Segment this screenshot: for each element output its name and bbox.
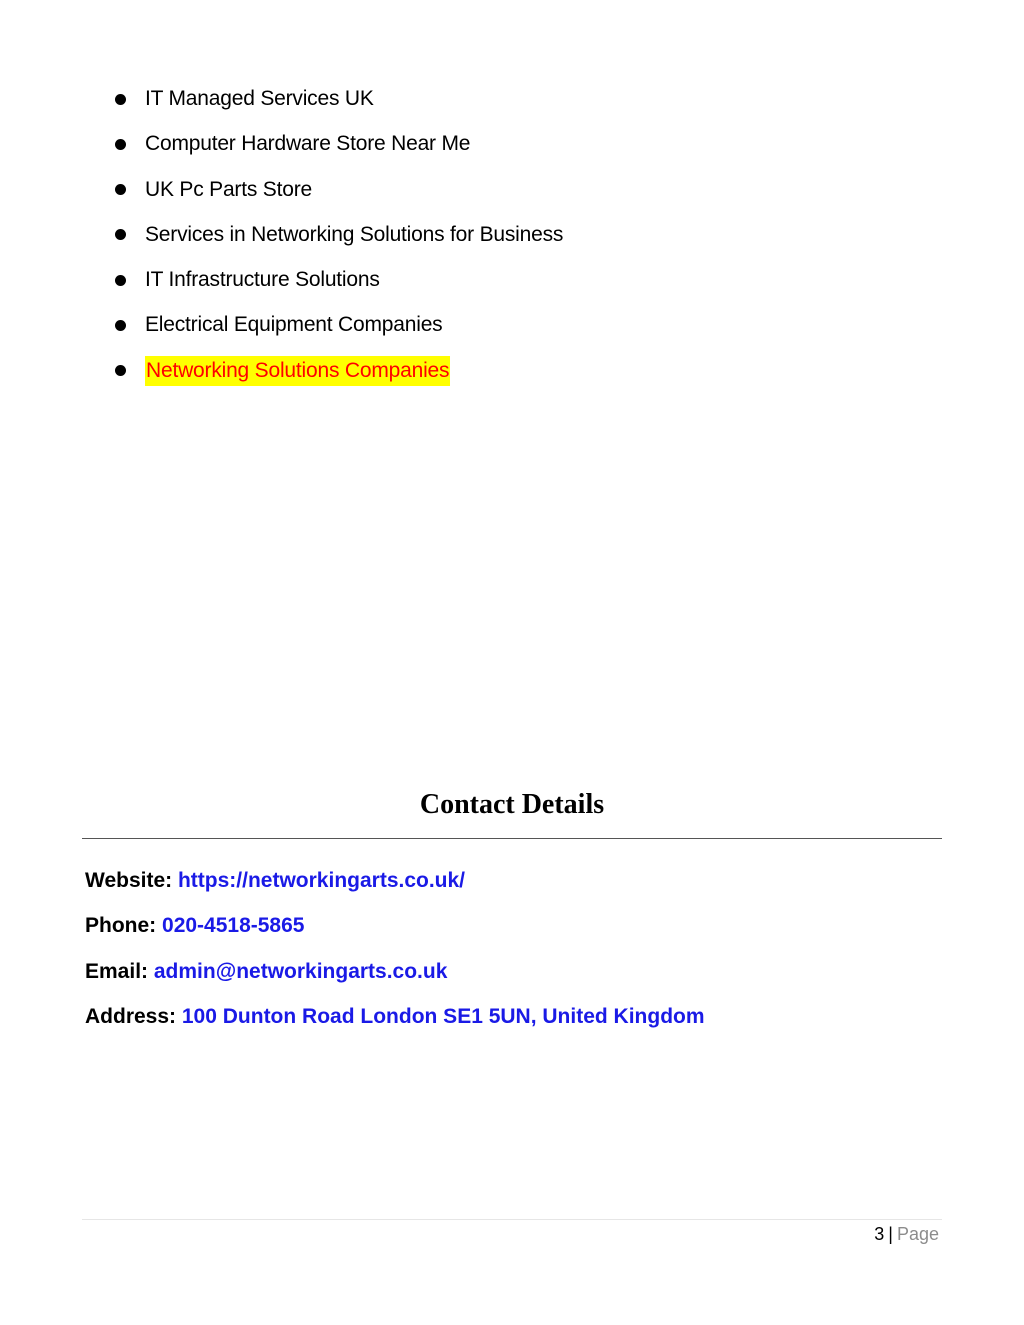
list-item [112, 310, 563, 340]
bullet-icon [115, 365, 126, 376]
page-number: 3 [874, 1224, 885, 1244]
contact-details-heading: Contact Details [419, 789, 605, 820]
list-item-label: IT Managed Services UK [145, 87, 374, 110]
bullet-icon [115, 320, 126, 331]
page-footer [874, 1222, 939, 1246]
list-item-label: Services in Networking Solutions for Business [145, 222, 564, 246]
address-row [85, 1002, 705, 1032]
email-row [85, 957, 705, 987]
website-link[interactable]: https://networkingarts.co.uk/ [177, 869, 466, 892]
page-separator: | [888, 1224, 893, 1244]
list-item-label: IT Infrastructure Solutions [145, 268, 380, 292]
list-item-label: Electrical Equipment Companies [145, 313, 443, 337]
page-word: Page [896, 1224, 939, 1244]
address-value: 100 Dunton Road London SE1 5UN, United Kingdom [181, 1004, 705, 1028]
bullet-icon [115, 184, 126, 195]
email-label: Email: [85, 959, 149, 983]
address-label: Address: [85, 1004, 177, 1028]
bullet-icon [115, 229, 126, 240]
email-link[interactable]: admin@networkingarts.co.uk [153, 959, 448, 983]
list-item [112, 220, 563, 250]
bullet-icon [115, 94, 126, 105]
footer-divider [82, 1219, 942, 1220]
bullet-icon [115, 139, 126, 150]
phone-row [85, 911, 705, 941]
list-item [112, 265, 563, 295]
list-item-highlighted [112, 356, 563, 386]
bullet-icon [115, 275, 126, 286]
list-item [112, 175, 563, 205]
list-item [112, 129, 563, 159]
website-row [85, 866, 705, 896]
website-label: Website: [85, 869, 173, 892]
list-item [112, 84, 563, 114]
phone-label: Phone: [85, 914, 157, 938]
highlighted-link-text[interactable]: Networking Solutions Companies [145, 356, 450, 386]
list-item-label: Computer Hardware Store Near Me [145, 132, 471, 156]
heading-divider [82, 838, 942, 839]
list-item-label: UK Pc Parts Store [145, 177, 312, 201]
phone-link[interactable]: 020-4518-5865 [162, 914, 305, 938]
contact-details-block [85, 866, 705, 1047]
services-bullet-list [112, 84, 563, 401]
